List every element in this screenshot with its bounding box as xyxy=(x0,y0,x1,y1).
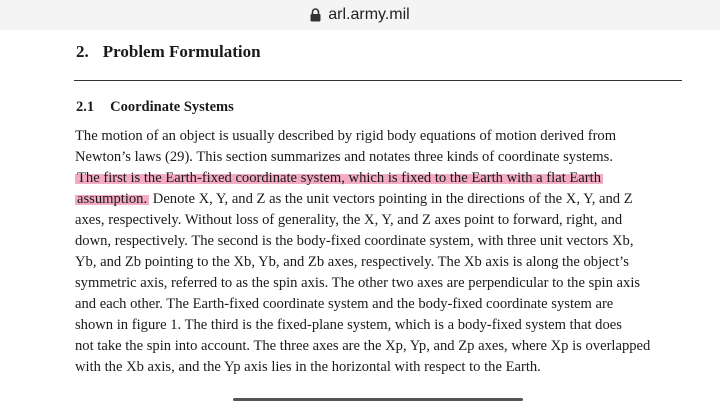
horizontal-rule xyxy=(74,80,682,81)
subsection-number: 2.1 xyxy=(76,99,95,115)
highlighted-text: assumption. xyxy=(77,191,148,207)
paragraph-line: symmetric axis, referred to as the spin axis. The other two axes are perpendicular to the spin axis xyxy=(75,275,641,291)
subsection-heading xyxy=(76,99,234,116)
paragraph-line: and each other. The Earth-fixed coordinate system and the body-fixed coordinate system are xyxy=(75,296,614,312)
address-bar[interactable] xyxy=(0,0,720,30)
body-paragraph xyxy=(75,126,695,378)
paragraph-line: The motion of an object is usually described by rigid body equations of motion derived from xyxy=(75,128,617,144)
url-text[interactable]: arl.army.mil xyxy=(328,6,410,23)
paragraph-line xyxy=(75,168,695,189)
document-page xyxy=(0,30,720,405)
section-number: 2. xyxy=(76,42,89,61)
home-indicator[interactable] xyxy=(233,398,523,401)
paragraph-line: not take the spin into account. The three axes are the Xp, Yp, and Zp axes, where Xp is overlapped xyxy=(75,338,651,354)
paragraph-text: Denote X, Y, and Z as the unit vectors pointing in the directions of the X, Y, and Z xyxy=(149,191,633,207)
paragraph-line: with the Xb axis, and the Yp axis lies in the horizontal with respect to the Earth. xyxy=(75,359,541,375)
paragraph-line: down, respectively. The second is the body-fixed coordinate system, with three unit vectors Xb, xyxy=(75,233,634,249)
section-heading xyxy=(76,42,261,62)
section-title: Problem Formulation xyxy=(102,42,261,61)
paragraph-line: shown in figure 1. The third is the fixed-plane system, which is a body-fixed system that does xyxy=(75,317,622,333)
subsection-title: Coordinate Systems xyxy=(110,99,234,115)
lock-icon xyxy=(310,8,321,22)
highlighted-text: The first is the Earth-fixed coordinate system, which is fixed to the Earth with a flat Earth xyxy=(77,170,601,186)
highlighted-text xyxy=(75,191,633,207)
paragraph-line: axes, respectively. Without loss of generality, the X, Y, and Z axes point to forward, right, and xyxy=(75,212,623,228)
paragraph-line: Newton’s laws (29). This section summarizes and notates three kinds of coordinate systems. xyxy=(75,149,613,165)
paragraph-line: Yb, and Zb pointing to the Xb, Yb, and Zb axes, respectively. The Xb axis is along the object’s xyxy=(75,254,629,270)
paragraph-line xyxy=(75,189,695,210)
